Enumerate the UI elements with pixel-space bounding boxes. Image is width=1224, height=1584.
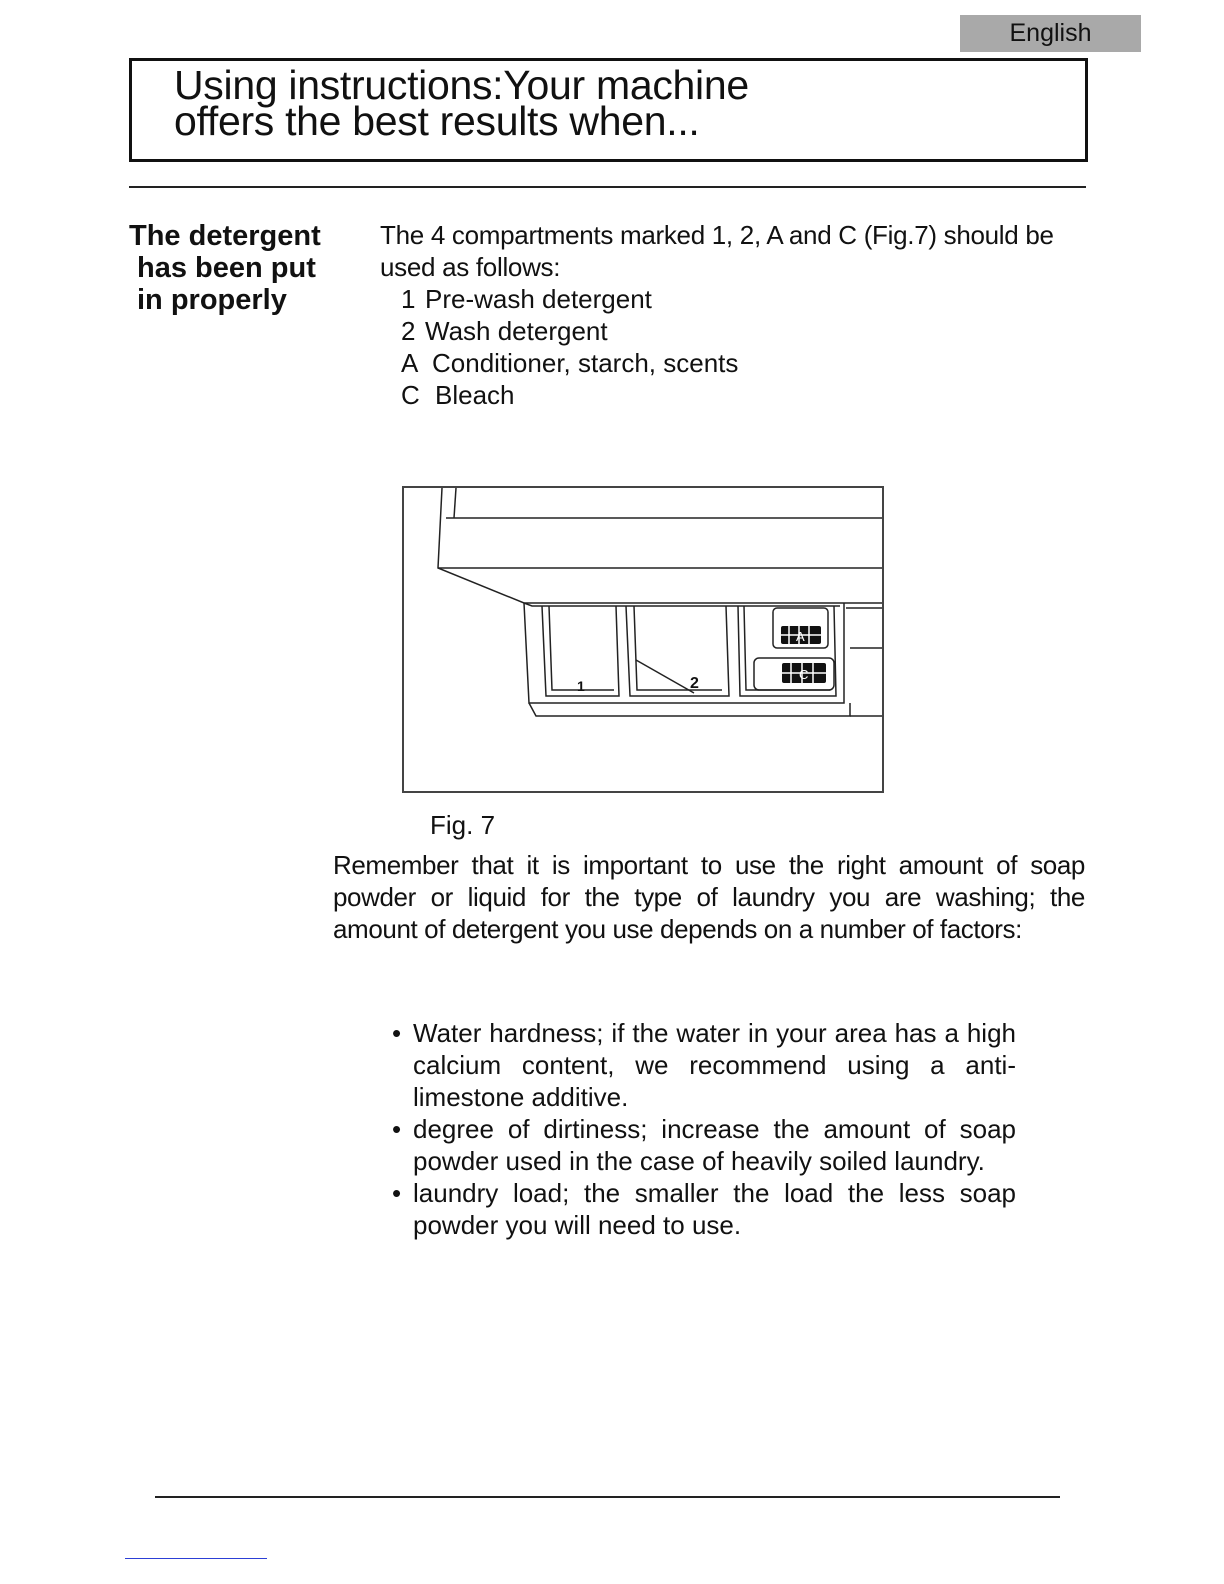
drawer-illustration [404,488,882,791]
list-item: • laundry load; the smaller the load the less soap powder you will need to use. [392,1177,1016,1241]
figure-caption: Fig. 7 [430,810,496,840]
body-paragraph: Remember that it is important to use the right amount of soap powder or liquid for the type of laundry you are washing; the amount of detergent you use depends on a number of factors: [333,850,1085,944]
heading-line-3: in properly [137,284,287,316]
list-item [401,315,1100,347]
compartment-1-label: 1 [577,678,585,694]
footer-divider [155,1496,1060,1498]
intro-block [380,219,1100,411]
compartment-label: Bleach [435,380,515,410]
language-tab[interactable]: English [960,15,1141,52]
compartment-label: Pre-wash detergent [425,284,652,314]
title-box [129,58,1088,162]
compartment-label: Wash detergent [425,316,608,346]
compartment-key: 2 [401,316,416,346]
title-line-2: offers the best results when... [174,98,700,144]
section-divider [129,186,1086,188]
list-item [401,347,1100,379]
list-item: • Water hardness; if the water in your area has a high calcium content, we recommend using a anti-limestone additive. [392,1017,1016,1113]
heading-line-2: has been put [137,252,316,284]
page-title [174,62,749,144]
title-line-1: Using instructions:Your machine [174,62,749,108]
factor-list [392,1017,1016,1241]
compartment-c-label: C [799,667,809,682]
intro-text: The 4 compartments marked 1, 2, A and C (Fig.7) should be used as follows: [380,220,1054,282]
compartment-2-label: 2 [690,675,699,692]
compartment-key: 1 [401,284,416,314]
footer-link-underline [125,1558,267,1559]
list-item: • degree of dirtiness; increase the amount of soap powder used in the case of heavily soiled laundry. [392,1113,1016,1177]
list-item [401,379,1100,411]
compartment-list [380,283,1100,411]
detergent-drawer-figure [402,486,884,793]
compartment-key: C [401,380,420,410]
compartment-key: A [401,348,419,378]
compartment-a-label: A [796,629,805,644]
heading-line-1: The detergent [129,220,321,252]
compartment-label: Conditioner, starch, scents [432,348,739,378]
list-item [401,283,1100,315]
section-heading [129,220,321,316]
